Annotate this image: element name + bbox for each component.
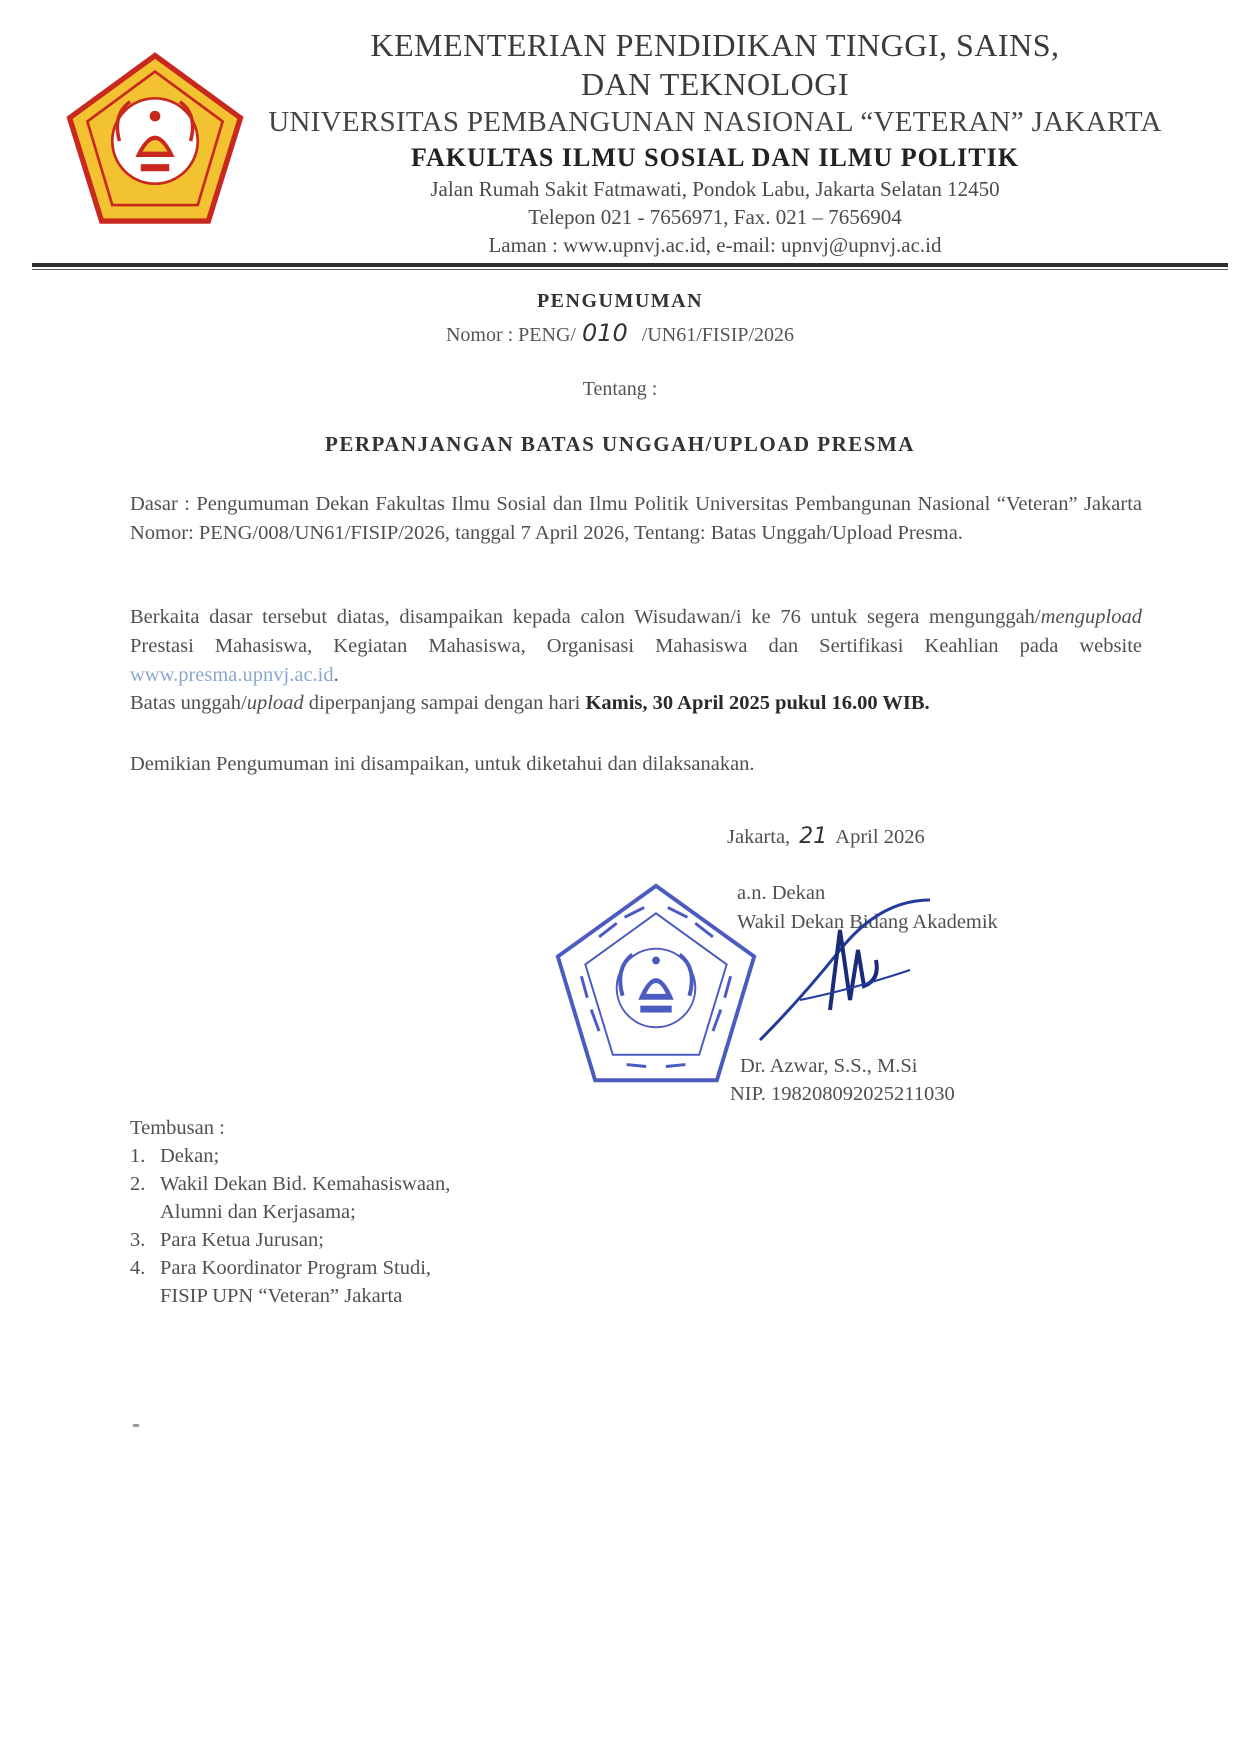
document-title: PENGUMUMAN — [536, 290, 704, 312]
address: Jalan Rumah Sakit Fatmawati, Pondok Labu, Jakarta Selatan 12450 — [430, 177, 1000, 201]
signatory-name: Dr. Azwar, S.S., M.Si — [740, 1055, 918, 1077]
document-number: Nomor : PENG/ 010 /UN61/FISIP/2026 — [445, 319, 795, 347]
tembusan-title: Tembusan : — [130, 1117, 225, 1139]
phone-fax: Telepon 021 - 7656971, Fax. 021 – 7656904 — [528, 205, 902, 229]
tentang-label: Tentang : — [582, 378, 658, 400]
header-divider — [32, 263, 1228, 267]
paragraph-batas: Batas unggah/upload diperpanjang sampai dengan hari Kamis, 30 April 2025 pukul 16.00 WIB. — [130, 692, 930, 714]
handwritten-signature — [730, 890, 950, 1060]
university-logo — [66, 52, 244, 230]
list-item: 1. Dekan; — [130, 1145, 220, 1167]
list-item: 4. Para Koordinator Program Studi, FISIP UPN “Veteran” Jakarta — [130, 1257, 432, 1307]
scan-speck — [133, 1424, 139, 1427]
list-item: 3. Para Ketua Jurusan; — [130, 1229, 324, 1251]
signatory-nip: NIP. 198208092025211030 — [730, 1083, 955, 1105]
tembusan-list — [130, 1142, 450, 1310]
paragraph-dasar: Dasar : Pengumuman Dekan Fakultas Ilmu Sosial dan Ilmu Politik Universitas Pembangunan Nasional “Veteran” Jakarta Nomor: PENG/008/UN61/FISIP/2026, tanggal 7 April 2026, Tentang: Batas Unggah/Upload Presma. — [130, 493, 1142, 544]
document-subject: PERPANJANGAN BATAS UNGGAH/UPLOAD PRESMA — [325, 432, 915, 456]
website-email: Laman : www.upnvj.ac.id, e-mail: upnvj@upnvj.ac.id — [488, 233, 942, 257]
handwritten-day: 21 — [799, 824, 828, 849]
ministry-name-line-1: KEMENTERIAN PENDIDIKAN TINGGI, SAINS, — [370, 27, 1060, 63]
list-item: 2. Wakil Dekan Bid. Kemahasiswaan, Alumni dan Kerjasama; — [130, 1173, 451, 1223]
university-name: UNIVERSITAS PEMBANGUNAN NASIONAL “VETERAN” JAKARTA — [268, 106, 1162, 138]
signature-date: Jakarta, 21 April 2026 — [727, 824, 925, 849]
signatory-role: Wakil Dekan Bidang Akademik — [737, 911, 998, 933]
deadline: Kamis, 30 April 2025 pukul 16.00 WIB. — [585, 692, 930, 714]
handwritten-number: 010 — [581, 319, 628, 347]
paragraph-berkaita: Berkaita dasar tersebut diatas, disampaikan kepada calon Wisudawan/i ke 76 untuk segera mengunggah/mengupload Prestasi Mahasiswa, Kegiatan Mahasiswa, Organisasi Mahasiswa dan Sertifikasi Keahlian pada website www.presma.upnvj.ac.id. — [130, 606, 1142, 686]
paragraph-closing: Demikian Pengumuman ini disampaikan, untuk diketahui dan dilaksanakan. — [130, 753, 755, 775]
faculty-name: FAKULTAS ILMU SOSIAL DAN ILMU POLITIK — [411, 143, 1019, 172]
presma-website-link[interactable]: www.presma.upnvj.ac.id — [130, 664, 334, 686]
header-divider-thin — [32, 269, 1228, 270]
ministry-name-line-2: DAN TEKNOLOGI — [580, 66, 850, 102]
on-behalf-of: a.n. Dekan — [737, 882, 826, 904]
